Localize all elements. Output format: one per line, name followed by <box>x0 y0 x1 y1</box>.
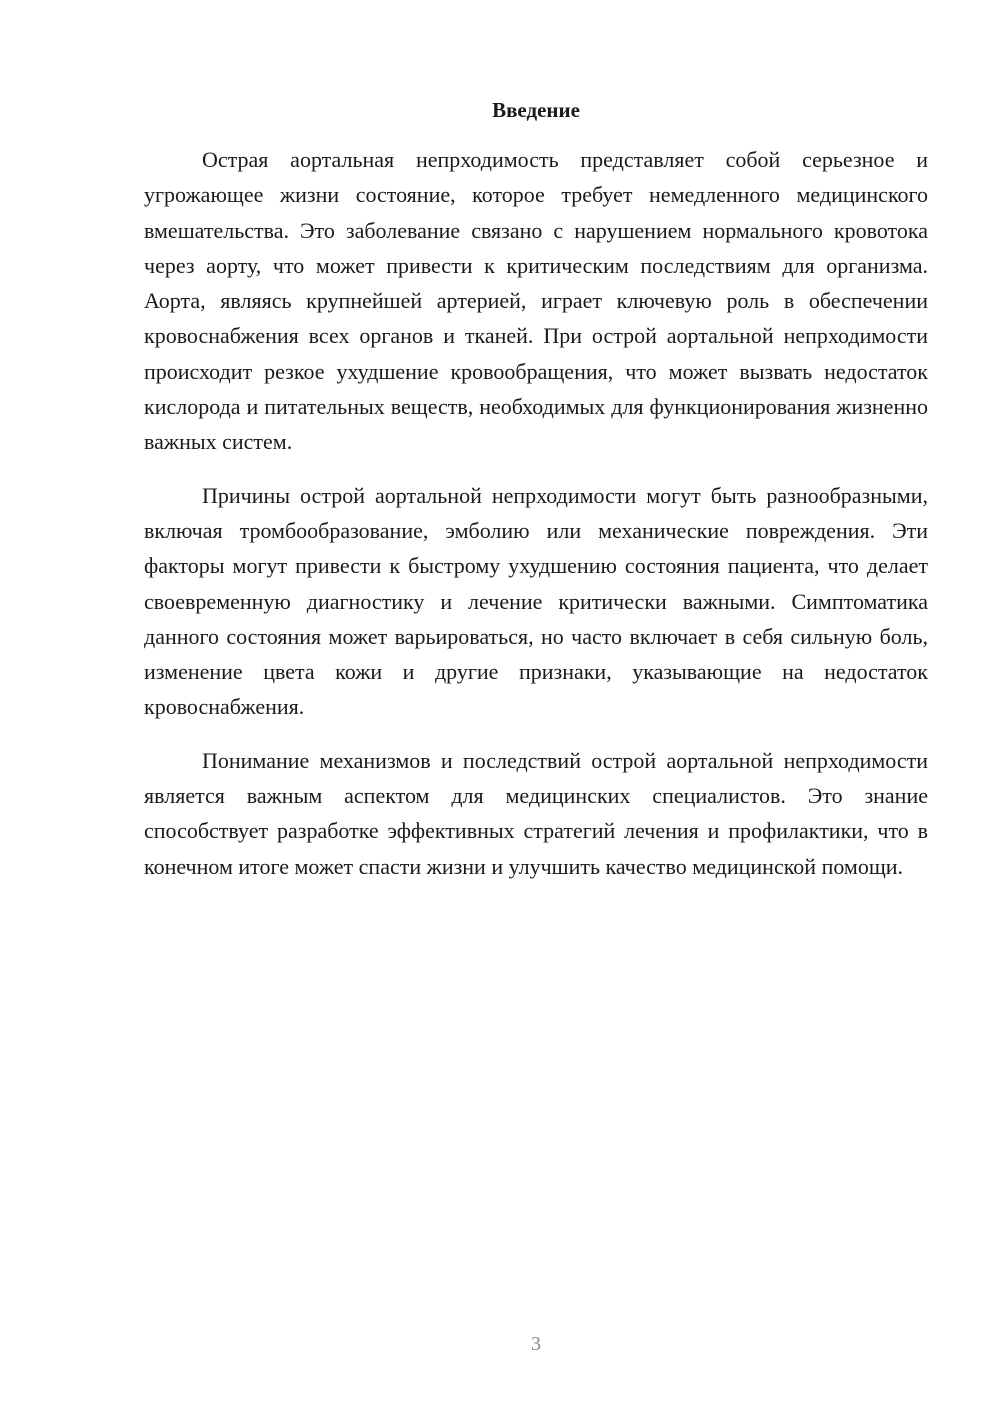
paragraph-2: Причины острой аортальной непрходимости могут быть разнообразными, включая тромбообразование, эмболию или механические повреждения. Эти факторы могут привести к быстрому ухудшению состояния пациента, что делает своевременную диагностику и лечение критически важными. Симптоматика данного состояния может варьироваться, но часто включает в себя сильную боль, изменение цвета кожи и другие признаки, указывающие на недостаток кровоснабжения. <box>144 482 928 720</box>
paragraph-1: Острая аортальная непрходимость представляет собой серьезное и угрожающее жизни состояние, которое требует немедленного медицинского вмешательства. Это заболевание связано с нарушением нормального кровотока через аорту, что может привести к критическим последствиям для организма. Аорта, являясь крупнейшей артерией, играет ключевую роль в обеспечении кровоснабжения всех органов и тканей. При острой аортальной непрходимости происходит резкое ухудшение кровообращения, что может вызвать недостаток кислорода и питательных веществ, необходимых для функционирования жизненно важных систем. <box>144 147 928 455</box>
section-heading: Введение <box>492 98 580 122</box>
page-content <box>144 92 928 902</box>
page-number: 3 <box>531 1333 541 1355</box>
paragraph-3: Понимание механизмов и последствий острой аортальной непрходимости является важным аспектом для медицинских специалистов. Это знание способствует разработке эффективных стратегий лечения и профилактики, что в конечном итоге может спасти жизни и улучшить качество медицинской помощи. <box>144 747 928 879</box>
